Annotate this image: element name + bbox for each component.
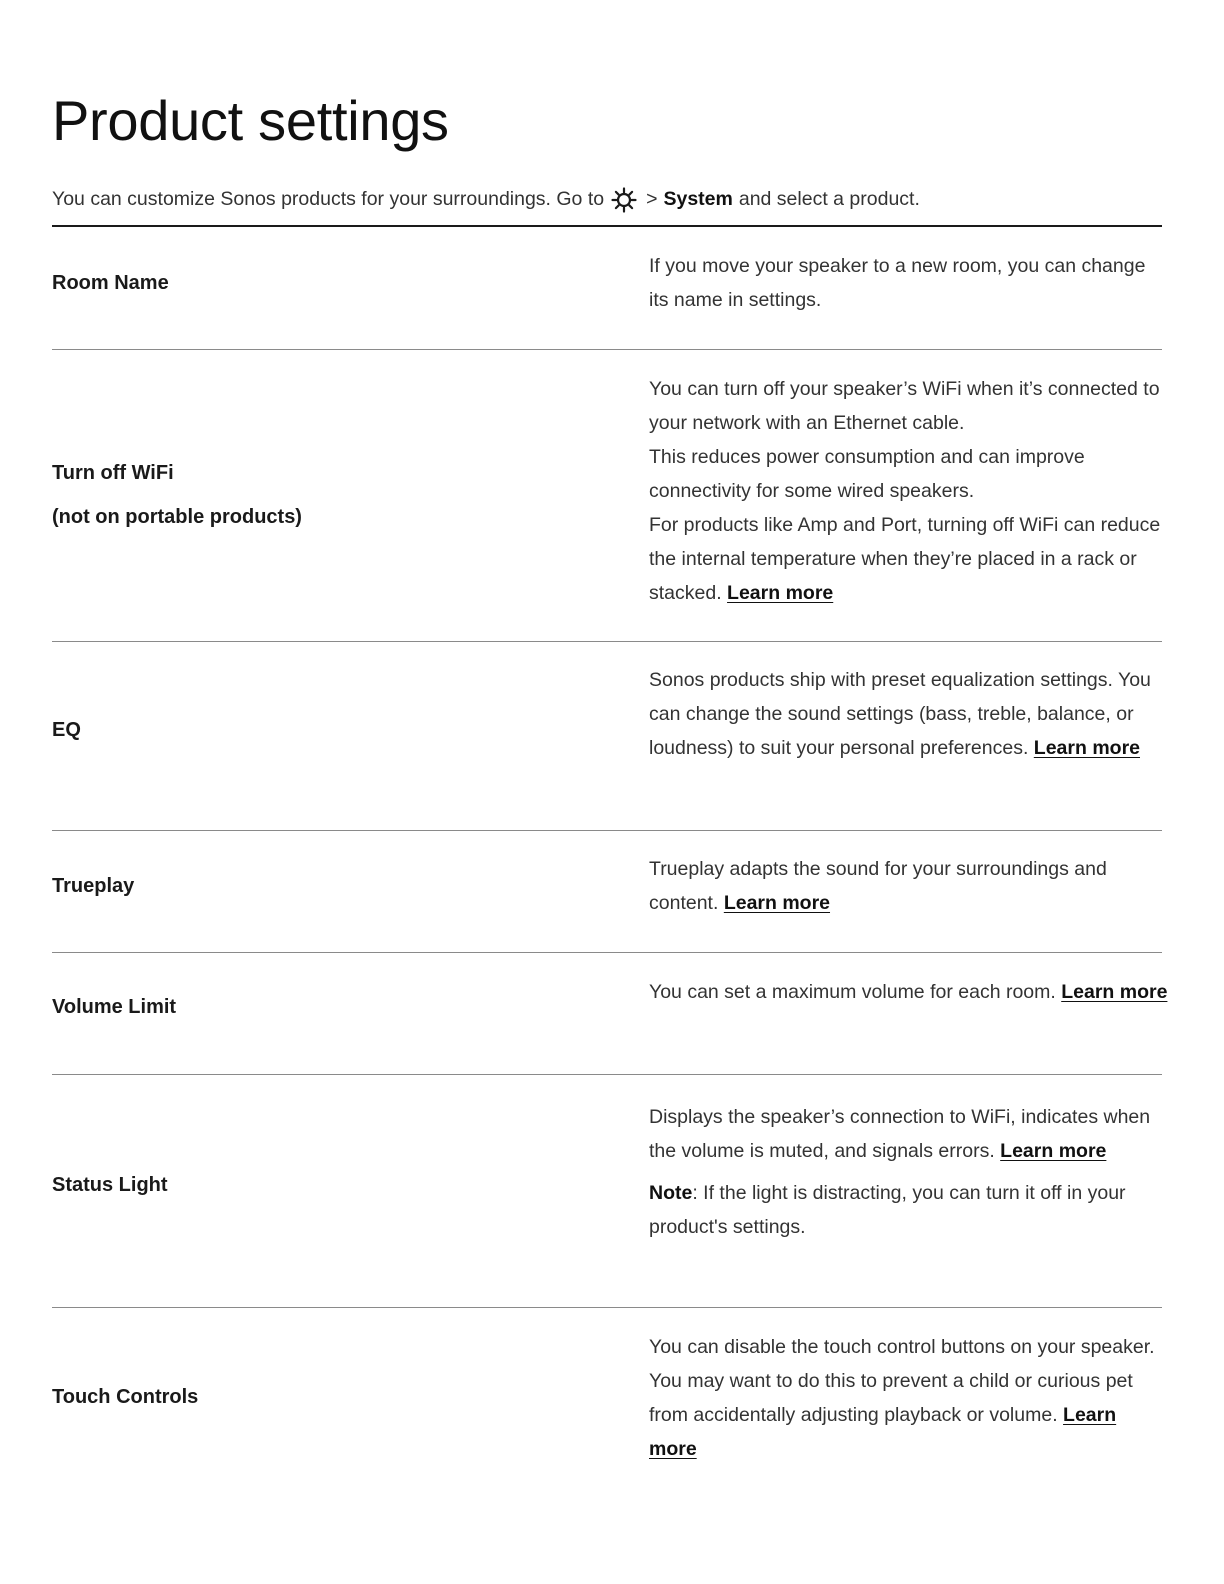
learn-more-link[interactable]: Learn more (727, 582, 834, 604)
setting-sublabel: (not on portable products) (52, 506, 302, 528)
setting-label: Turn off WiFi (52, 462, 174, 484)
description-text: For products like Amp and Port, turning off WiFi can reduce the internal temperature when they’re placed in a rack or stacked. Learn more (649, 514, 1161, 604)
setting-row-touch-controls (52, 1308, 1162, 1488)
note-label: Note (649, 1182, 693, 1204)
description-text: Sonos products ship with preset equalization settings. You can change the sound settings (bass, treble, balance, or loudness) to suit your personal preferences. Learn more (649, 669, 1151, 759)
description-text: Displays the speaker’s connection to WiFi, indicates when the volume is muted, and signals errors. Learn more (649, 1106, 1151, 1162)
setting-description (649, 663, 1169, 765)
setting-label: EQ (52, 719, 81, 741)
description-text: You can disable the touch control buttons on your speaker. You may want to do this to prevent a child or curious pet from accidentally adjusting playback or volume. Learn more (649, 1336, 1155, 1460)
setting-label: Trueplay (52, 875, 135, 897)
setting-row-turn-off-wifi (52, 351, 1162, 642)
page-title: Product settings (52, 89, 449, 152)
description-text: You can turn off your speaker’s WiFi when it’s connected to your network with an Ethernet cable. (649, 378, 1160, 434)
learn-more-link[interactable]: Learn more (723, 892, 831, 914)
note-text: Note: If the light is distracting, you can turn it off in your product's settings. (649, 1182, 1126, 1238)
intro-text (52, 185, 920, 213)
setting-description (649, 975, 1169, 1009)
setting-label: Status Light (52, 1174, 168, 1196)
setting-row-status-light (52, 1075, 1162, 1308)
setting-label: Touch Controls (52, 1386, 199, 1408)
setting-label: Volume Limit (52, 996, 177, 1018)
setting-description (649, 1100, 1169, 1244)
intro-separator: > (646, 187, 658, 210)
setting-description (649, 249, 1169, 317)
learn-more-link[interactable]: Learn more (1061, 981, 1168, 1003)
setting-description (649, 372, 1169, 610)
setting-row-eq (52, 642, 1162, 831)
setting-label: Room Name (52, 272, 169, 294)
setting-description (649, 852, 1169, 920)
description-text: This reduces power consumption and can improve connectivity for some wired speakers. (649, 446, 1085, 502)
gear-icon (610, 186, 638, 214)
intro-before: You can customize Sonos products for your surroundings. Go to (52, 187, 605, 210)
intro-menu-system: System (663, 187, 733, 210)
learn-more-link[interactable]: Learn more (649, 1404, 1117, 1460)
description-text: You can set a maximum volume for each room. Learn more (649, 981, 1168, 1003)
intro-after: and select a product. (738, 187, 920, 210)
setting-row-volume-limit (52, 953, 1168, 1075)
setting-row-room-name (52, 227, 1162, 350)
learn-more-link[interactable]: Learn more (1033, 737, 1140, 759)
setting-description (649, 1330, 1169, 1466)
description-text: If you move your speaker to a new room, you can change its name in settings. (649, 255, 1146, 311)
setting-row-trueplay (52, 831, 1162, 953)
description-text: Trueplay adapts the sound for your surroundings and content. Learn more (649, 858, 1107, 914)
learn-more-link[interactable]: Learn more (1000, 1140, 1107, 1162)
